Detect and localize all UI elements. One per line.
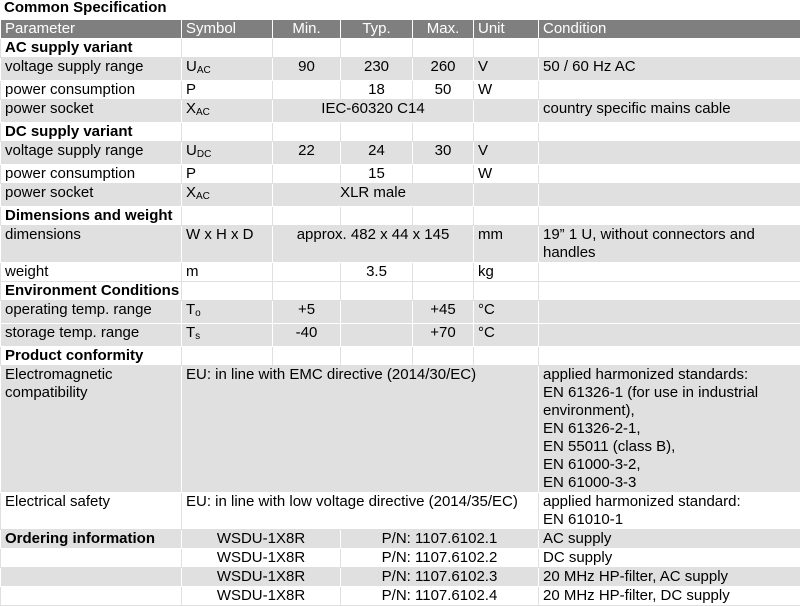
- section-title: DC supply variant: [1, 123, 182, 142]
- max-cell: 260: [413, 58, 474, 81]
- pn-cell: P/N: 1107.6102.1: [341, 530, 539, 549]
- typ-cell: 15: [341, 165, 413, 184]
- standards-line: applied harmonized standards:: [543, 366, 796, 384]
- unit-cell: W: [474, 165, 539, 184]
- desc-cell: 20 MHz HP-filter, DC supply: [539, 587, 800, 606]
- section-row: [1, 282, 800, 301]
- header-unit: Unit: [474, 20, 539, 39]
- unit-cell: mm: [474, 226, 539, 263]
- min-cell: 22: [273, 142, 341, 165]
- typ-cell: 24: [341, 142, 413, 165]
- table-row: [1, 263, 800, 282]
- section-row: [1, 207, 800, 226]
- table-row: [1, 165, 800, 184]
- table-row: [1, 226, 800, 263]
- min-cell: -40: [273, 324, 341, 347]
- param-cell: Electromagnetic compatibility: [1, 366, 182, 493]
- header-symbol: Symbol: [182, 20, 273, 39]
- desc-cell: DC supply: [539, 549, 800, 568]
- typ-cell: 18: [341, 81, 413, 100]
- standards-line: EN 61326-2-1,: [543, 420, 796, 438]
- pn-cell: P/N: 1107.6102.3: [341, 568, 539, 587]
- table-row: [1, 493, 800, 530]
- unit-cell: V: [474, 58, 539, 81]
- symbol-cell: $T_o$: [182, 301, 273, 324]
- condition-cell: 19” 1 U, without connectors and handles: [539, 226, 800, 263]
- table-row: [1, 301, 800, 324]
- min-cell: +5: [273, 301, 341, 324]
- min-cell: 90: [273, 58, 341, 81]
- table-row: [1, 549, 800, 568]
- pn-cell: P/N: 1107.6102.2: [341, 549, 539, 568]
- header-max: Max.: [413, 20, 474, 39]
- spec-table: [0, 19, 800, 606]
- param-cell: storage temp. range: [1, 324, 182, 347]
- symbol-cell: m: [182, 263, 273, 282]
- header-parameter: Parameter: [1, 20, 182, 39]
- standards-line: applied harmonized standard:: [543, 493, 796, 511]
- value-cell: XLR male: [273, 184, 474, 207]
- param-cell: dimensions: [1, 226, 182, 263]
- param-cell: weight: [1, 263, 182, 282]
- value-cell: EU: in line with EMC directive (2014/30/EC): [182, 366, 539, 493]
- table-row: [1, 587, 800, 606]
- model-cell: WSDU-1X8R: [182, 587, 341, 606]
- param-cell: power consumption: [1, 165, 182, 184]
- table-row: [1, 58, 800, 81]
- max-cell: 30: [413, 142, 474, 165]
- param-cell: voltage supply range: [1, 58, 182, 81]
- standards-line: EN 55011 (class B),: [543, 438, 796, 456]
- standards-line: EN 61000-3-2,: [543, 456, 796, 474]
- table-row: [1, 184, 800, 207]
- table-row: [1, 324, 800, 347]
- param-cell: power socket: [1, 100, 182, 123]
- max-cell: +45: [413, 301, 474, 324]
- unit-cell: V: [474, 142, 539, 165]
- standards-line: EN 61000-3-3: [543, 474, 796, 492]
- param-cell: voltage supply range: [1, 142, 182, 165]
- unit-cell: kg: [474, 263, 539, 282]
- value-cell: IEC-60320 C14: [273, 100, 474, 123]
- model-cell: WSDU-1X8R: [182, 568, 341, 587]
- param-cell: power socket: [1, 184, 182, 207]
- header-min: Min.: [273, 20, 341, 39]
- table-row: [1, 142, 800, 165]
- pn-cell: P/N: 1107.6102.4: [341, 587, 539, 606]
- standards-line: EN 61326-1 (for use in industrial environment),: [543, 384, 796, 420]
- spec-title: Common Specification: [4, 0, 167, 18]
- table-row: [1, 366, 800, 493]
- model-cell: WSDU-1X8R: [182, 549, 341, 568]
- symbol-cell: P: [182, 165, 273, 184]
- param-cell: Electrical safety: [1, 493, 182, 530]
- section-row: [1, 347, 800, 366]
- condition-cell: 50 / 60 Hz AC: [539, 58, 800, 81]
- header-row: [1, 20, 800, 39]
- value-cell: EU: in line with low voltage directive (2014/35/EC): [182, 493, 539, 530]
- model-cell: WSDU-1X8R: [182, 530, 341, 549]
- section-title: AC supply variant: [1, 39, 182, 58]
- unit-cell: W: [474, 81, 539, 100]
- condition-cell: country specific mains cable: [539, 100, 800, 123]
- symbol-cell: $X_{AC}$: [182, 184, 273, 207]
- param-cell: power consumption: [1, 81, 182, 100]
- symbol-cell: $U_{AC}$: [182, 58, 273, 81]
- symbol-cell: $X_{AC}$: [182, 100, 273, 123]
- standards-line: EN 61010-1: [543, 511, 796, 529]
- max-cell: +70: [413, 324, 474, 347]
- section-row: [1, 39, 800, 58]
- typ-cell: 3.5: [341, 263, 413, 282]
- unit-cell: °C: [474, 324, 539, 347]
- table-row: [1, 100, 800, 123]
- table-row: [1, 81, 800, 100]
- condition-cell: [539, 366, 800, 493]
- symbol-cell: $T_s$: [182, 324, 273, 347]
- symbol-cell: W x H x D: [182, 226, 273, 263]
- condition-cell: [539, 493, 800, 530]
- header-condition: Condition: [539, 20, 800, 39]
- max-cell: 50: [413, 81, 474, 100]
- symbol-cell: $U_{DC}$: [182, 142, 273, 165]
- section-title: Ordering information: [1, 530, 182, 549]
- section-title: Dimensions and weight: [1, 207, 182, 226]
- typ-cell: 230: [341, 58, 413, 81]
- section-title: Product conformity: [1, 347, 182, 366]
- unit-cell: °C: [474, 301, 539, 324]
- param-cell: operating temp. range: [1, 301, 182, 324]
- table-row: [1, 530, 800, 549]
- desc-cell: AC supply: [539, 530, 800, 549]
- desc-cell: 20 MHz HP-filter, AC supply: [539, 568, 800, 587]
- table-row: [1, 568, 800, 587]
- header-typ: Typ.: [341, 20, 413, 39]
- section-title: Environment Conditions: [1, 282, 182, 301]
- section-row: [1, 123, 800, 142]
- symbol-cell: P: [182, 81, 273, 100]
- value-cell: approx. 482 x 44 x 145: [273, 226, 474, 263]
